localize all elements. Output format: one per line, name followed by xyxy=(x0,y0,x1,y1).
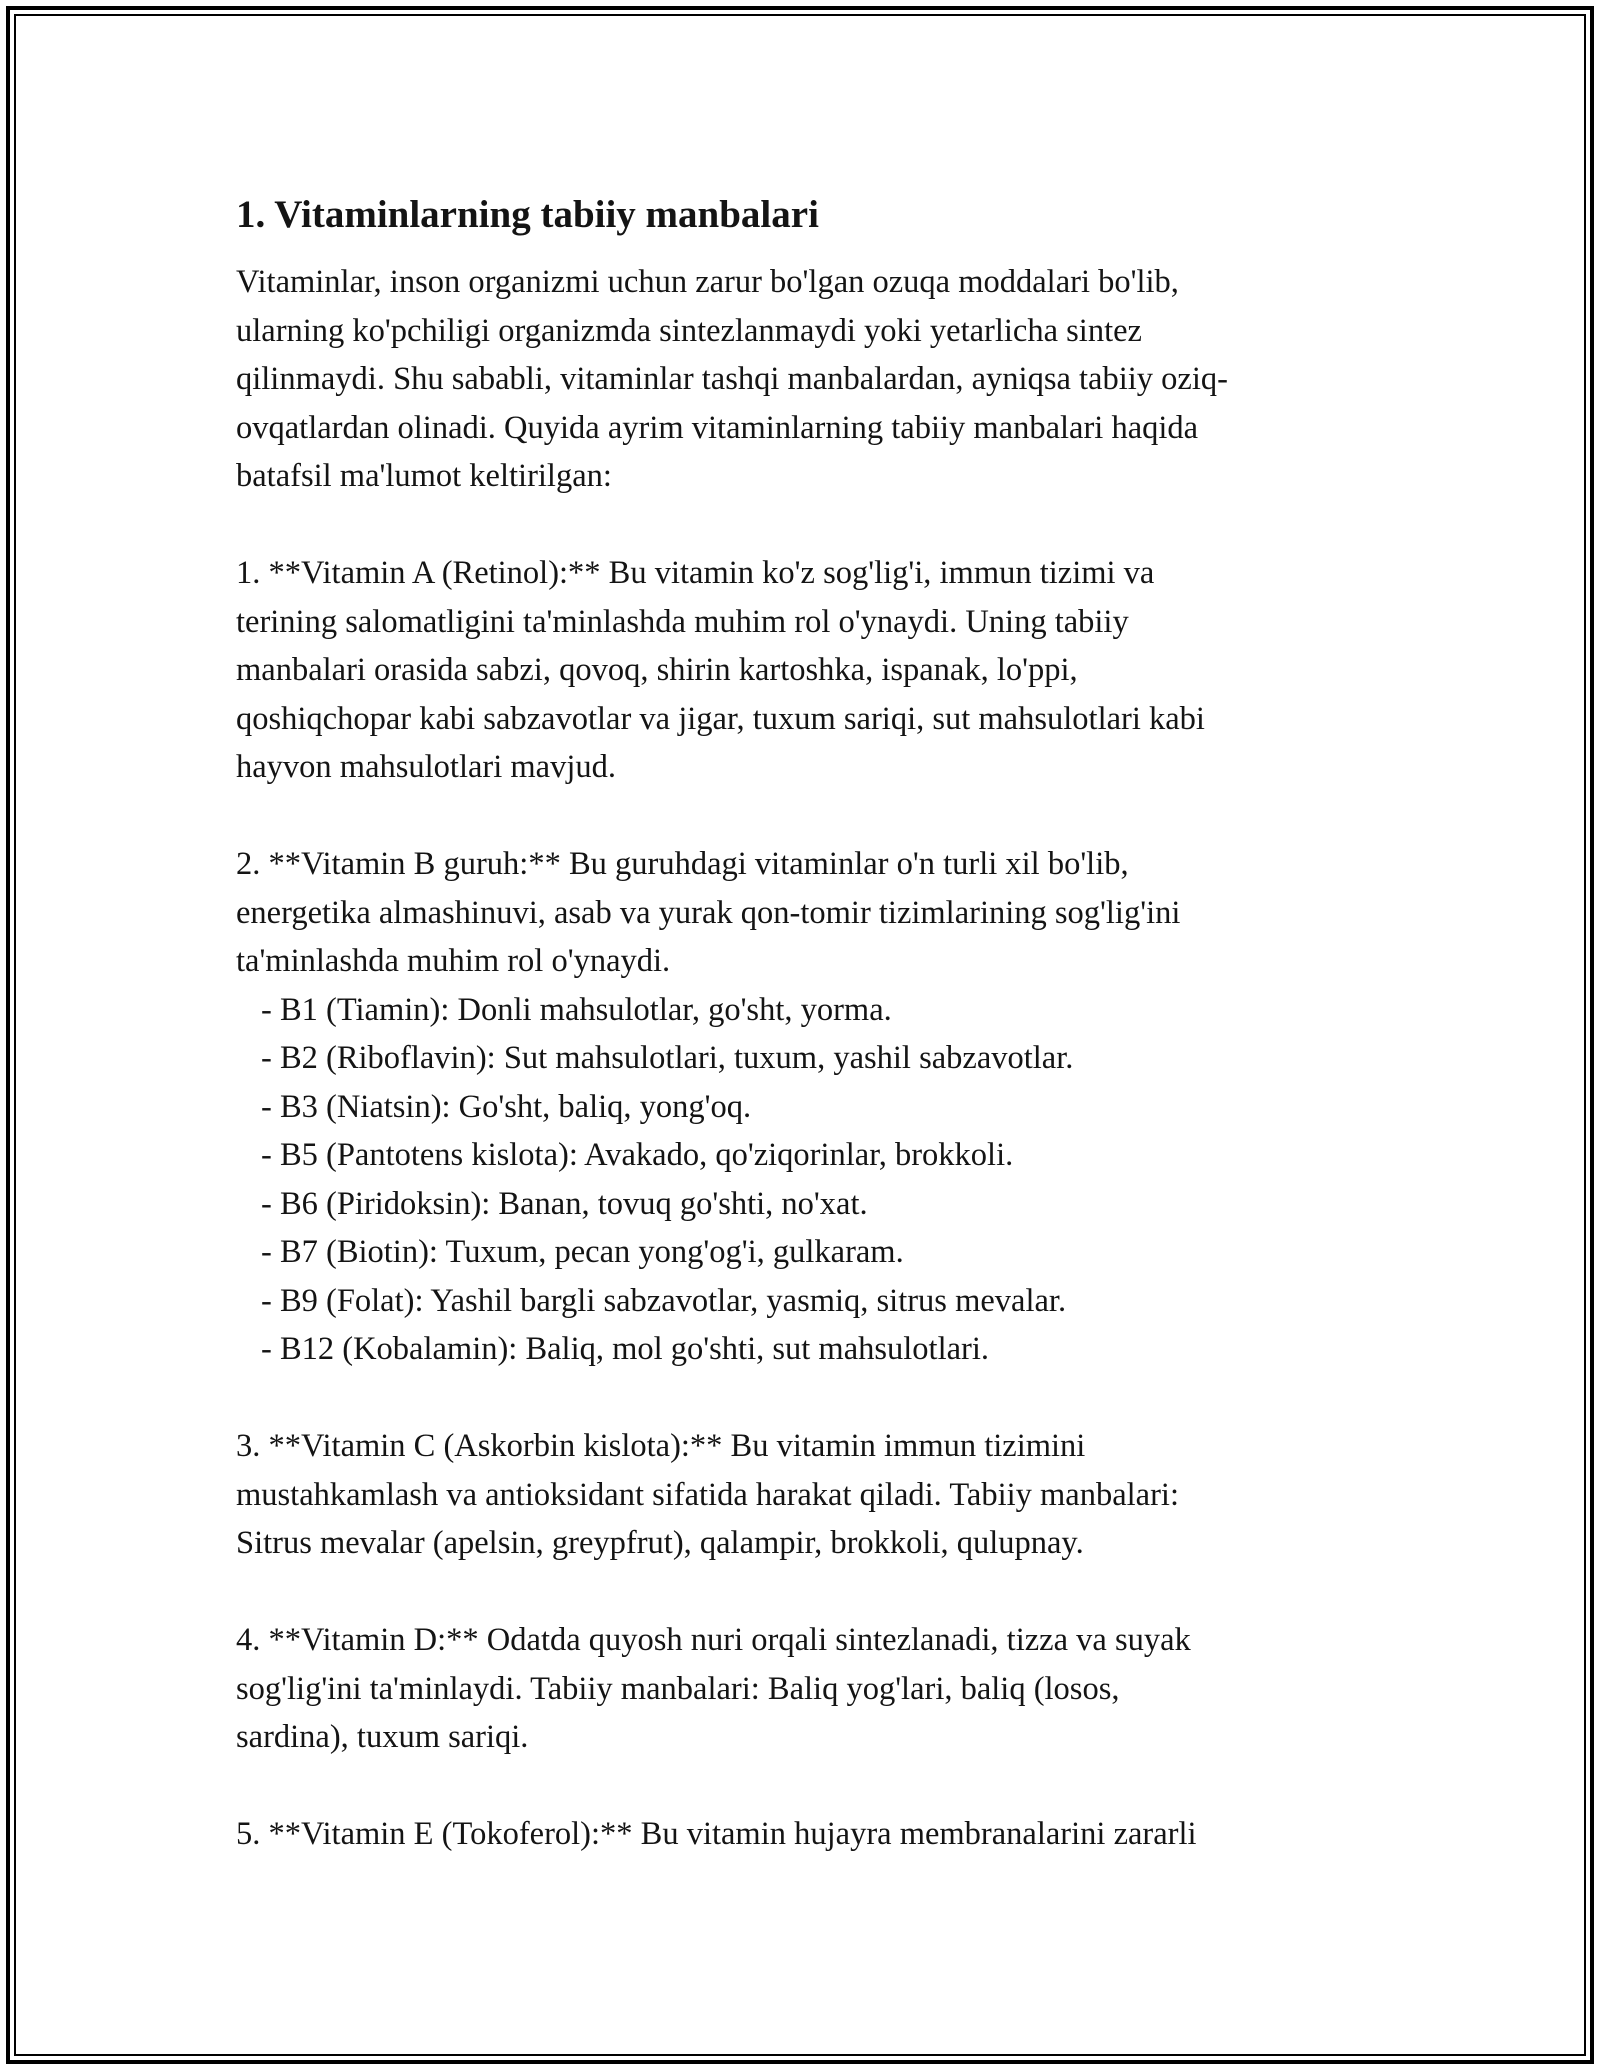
paragraph-line: 3. **Vitamin C (Askorbin kislota):** Bu vitamin immun tizimini xyxy=(236,1428,1086,1464)
paragraph-line: mustahkamlash va antioksidant sifatida harakat qiladi. Tabiiy manbalari: xyxy=(236,1476,1179,1513)
list-item: - B12 (Kobalamin): Baliq, mol go'shti, sut mahsulotlari. xyxy=(261,1331,990,1367)
vitamin-e-paragraph xyxy=(236,1810,1386,1859)
list-item: - B7 (Biotin): Tuxum, pecan yong'og'i, gulkaram. xyxy=(261,1234,904,1270)
list-item: - B6 (Piridoksin): Banan, tovuq go'shti, no'xat. xyxy=(261,1185,868,1222)
list-item: - B1 (Tiamin): Donli mahsulotlar, go'sht, yorma. xyxy=(261,991,892,1028)
section-heading: 1. Vitaminlarning tabiiy manbalari xyxy=(236,193,819,236)
paragraph-line: manbalari orasida sabzi, qovoq, shirin kartoshka, ispanak, lo'ppi, xyxy=(236,652,1078,688)
paragraph-line: Vitaminlar, inson organizmi uchun zarur bo'lgan ozuqa moddalari bo'lib, xyxy=(236,264,1179,300)
paragraph-line: energetika almashinuvi, asab va yurak qon-tomir tizimlarining sog'lig'ini xyxy=(236,894,1181,931)
paragraph-gap xyxy=(236,1762,1386,1811)
paragraph-line: Sitrus mevalar (apelsin, greypfrut), qalampir, brokkoli, qulupnay. xyxy=(236,1525,1084,1561)
paragraph-line: qilinmaydi. Shu sababli, vitaminlar tashqi manbalardan, ayniqsa tabiiy oziq- xyxy=(236,361,1228,397)
list-item: - B2 (Riboflavin): Sut mahsulotlari, tuxum, yashil sabzavotlar. xyxy=(261,1040,1074,1076)
list-item: - B5 (Pantotens kislota): Avakado, qo'ziqorinlar, brokkoli. xyxy=(261,1137,1014,1173)
vitamin-d-paragraph xyxy=(236,1616,1386,1762)
list-item: - B9 (Folat): Yashil bargli sabzavotlar, yasmiq, sitrus mevalar. xyxy=(261,1282,1067,1319)
paragraph-line: hayvon mahsulotlari mavjud. xyxy=(236,749,617,785)
paragraph-line: ta'minlashda muhim rol o'ynaydi. xyxy=(236,943,671,979)
intro-paragraph xyxy=(236,258,1386,501)
paragraph-line: ularning ko'pchiligi organizmda sintezlanmaydi yoki yetarlicha sintez xyxy=(236,312,1142,349)
paragraph-gap xyxy=(236,1568,1386,1617)
paragraph-line: terining salomatligini ta'minlashda muhim rol o'ynaydi. Uning tabiiy xyxy=(236,603,1129,640)
paragraph-gap xyxy=(236,1374,1386,1423)
document-body xyxy=(236,190,1386,1859)
paragraph-line: sog'lig'ini ta'minlaydi. Tabiiy manbalari: Baliq yog'lari, baliq (losos, xyxy=(236,1670,1120,1707)
paragraph-line: sardina), tuxum sariqi. xyxy=(236,1719,529,1755)
paragraph-line: batafsil ma'lumot keltirilgan: xyxy=(236,458,612,494)
paragraph-line: 2. **Vitamin B guruh:** Bu guruhdagi vitaminlar o'n turli xil bo'lib, xyxy=(236,846,1129,882)
vitamin-a-paragraph xyxy=(236,549,1386,792)
paragraph-line: 1. **Vitamin A (Retinol):** Bu vitamin ko'z sog'lig'i, immun tizimi va xyxy=(236,555,1155,591)
paragraph-line: 4. **Vitamin D:** Odatda quyosh nuri orqali sintezlanadi, tizza va suyak xyxy=(236,1622,1191,1658)
paragraph-line: 5. **Vitamin E (Tokoferol):** Bu vitamin hujayra membranalarini zararli xyxy=(236,1816,1197,1852)
paragraph-gap xyxy=(236,792,1386,841)
paragraph-line: qoshiqchopar kabi sabzavotlar va jigar, tuxum sariqi, sut mahsulotlari kabi xyxy=(236,700,1205,737)
paragraph-gap xyxy=(236,501,1386,550)
vitamin-b-list xyxy=(236,986,1386,1374)
list-item: - B3 (Niatsin): Go'sht, baliq, yong'oq. xyxy=(261,1088,752,1125)
vitamin-b-paragraph xyxy=(236,840,1386,1374)
vitamin-c-paragraph xyxy=(236,1422,1386,1568)
paragraph-line: ovqatlardan olinadi. Quyida ayrim vitaminlarning tabiiy manbalari haqida xyxy=(236,409,1199,446)
